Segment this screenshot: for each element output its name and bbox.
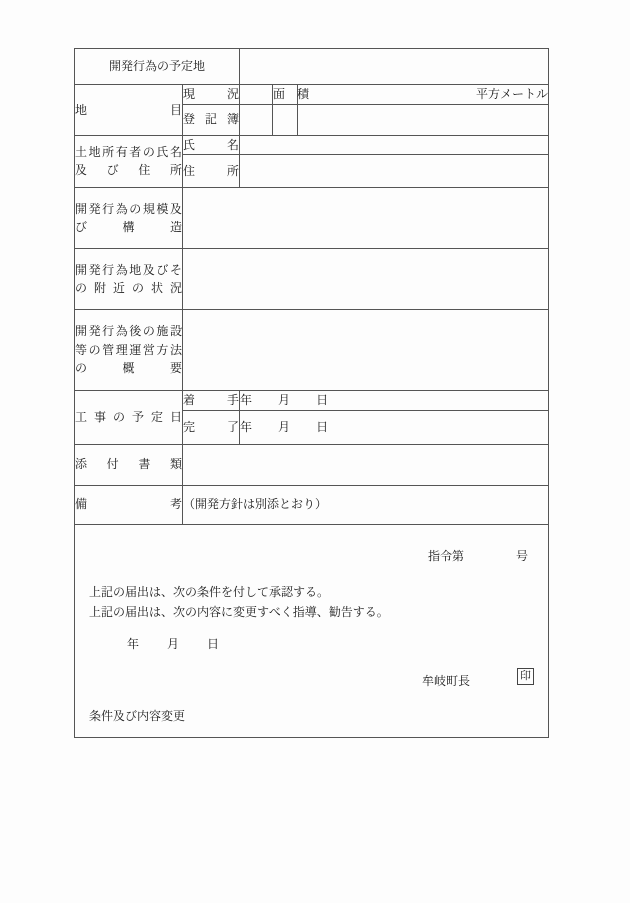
owner-name-label: 氏 名 (183, 135, 240, 155)
site-surroundings-value[interactable] (183, 249, 549, 310)
owner-label: 土地所有者の氏名及び住所 (75, 135, 183, 188)
signer-title: 牟岐町長 (422, 673, 471, 688)
schedule-end-year: 年 (240, 419, 253, 434)
statement-approve: 上記の届出は、次の条件を付して承認する。 (89, 584, 330, 599)
approval-cell (75, 524, 549, 737)
schedule-end-date[interactable] (240, 410, 549, 444)
approval-statements (89, 583, 389, 623)
row-schedule-start (75, 391, 549, 411)
attachments-value[interactable] (183, 444, 549, 485)
owner-name-value[interactable] (240, 135, 549, 155)
approval-date-year: 年 (127, 636, 140, 651)
registry-label: 登記簿 (183, 104, 240, 135)
statement-guidance: 上記の届出は、次の内容に変更すべく指導、勧告する。 (89, 604, 389, 619)
order-number-suffix: 号 (516, 548, 529, 563)
row-planned-site (75, 49, 549, 85)
change-conditions-note: 条件及び内容変更 (89, 708, 186, 723)
row-management-outline (75, 310, 549, 391)
schedule-start-month: 月 (278, 393, 291, 408)
schedule-end-label: 完 了 (183, 410, 240, 444)
schedule-label: 工事の予定日 (75, 391, 183, 445)
approval-date-line[interactable] (127, 635, 219, 654)
order-number-line[interactable] (428, 547, 528, 566)
schedule-start-year: 年 (240, 393, 253, 408)
area-value-registry[interactable] (273, 104, 298, 135)
current-status-value[interactable] (240, 85, 273, 105)
approval-date-month: 月 (167, 636, 180, 651)
row-site-surroundings (75, 249, 549, 310)
area-unit: 平方メートル (298, 85, 549, 105)
current-status-label: 現 況 (183, 85, 240, 105)
development-notification-form (74, 48, 549, 738)
schedule-start-date[interactable] (240, 391, 549, 411)
row-scale-structure (75, 188, 549, 249)
row-remarks (75, 485, 549, 524)
seal-stamp-box[interactable]: 印 (517, 668, 534, 685)
schedule-end-day: 日 (316, 419, 329, 434)
row-land-category-current (75, 85, 549, 105)
row-attachments (75, 444, 549, 485)
area-unit-value-registry[interactable] (298, 104, 549, 135)
row-owner-name (75, 135, 549, 155)
owner-address-value[interactable] (240, 155, 549, 188)
management-outline-value[interactable] (183, 310, 549, 391)
site-surroundings-label: 開発行為地及びその附近の状況 (75, 249, 183, 310)
planned-site-label: 開発行為の予定地 (75, 49, 240, 85)
land-category-label: 地 目 (75, 85, 183, 136)
management-outline-label: 開発行為後の施設等の管理運営方法の概要 (75, 310, 183, 391)
schedule-start-day: 日 (316, 393, 329, 408)
registry-value[interactable] (240, 104, 273, 135)
order-number-prefix: 指令第 (428, 548, 465, 563)
remarks-label: 備 考 (75, 485, 183, 524)
owner-address-label: 住 所 (183, 155, 240, 188)
area-label: 面 積 (273, 85, 298, 105)
approval-date-day: 日 (207, 636, 220, 651)
approval-inner (75, 525, 548, 737)
remarks-value[interactable]: （開発方針は別添とおり） (183, 485, 549, 524)
row-approval-block (75, 524, 549, 737)
planned-site-value[interactable] (240, 49, 549, 85)
attachments-label: 添 付 書 類 (75, 444, 183, 485)
schedule-end-month: 月 (278, 419, 291, 434)
schedule-start-label: 着 手 (183, 391, 240, 411)
scale-structure-value[interactable] (183, 188, 549, 249)
scale-structure-label: 開発行為の規模及び構造 (75, 188, 183, 249)
